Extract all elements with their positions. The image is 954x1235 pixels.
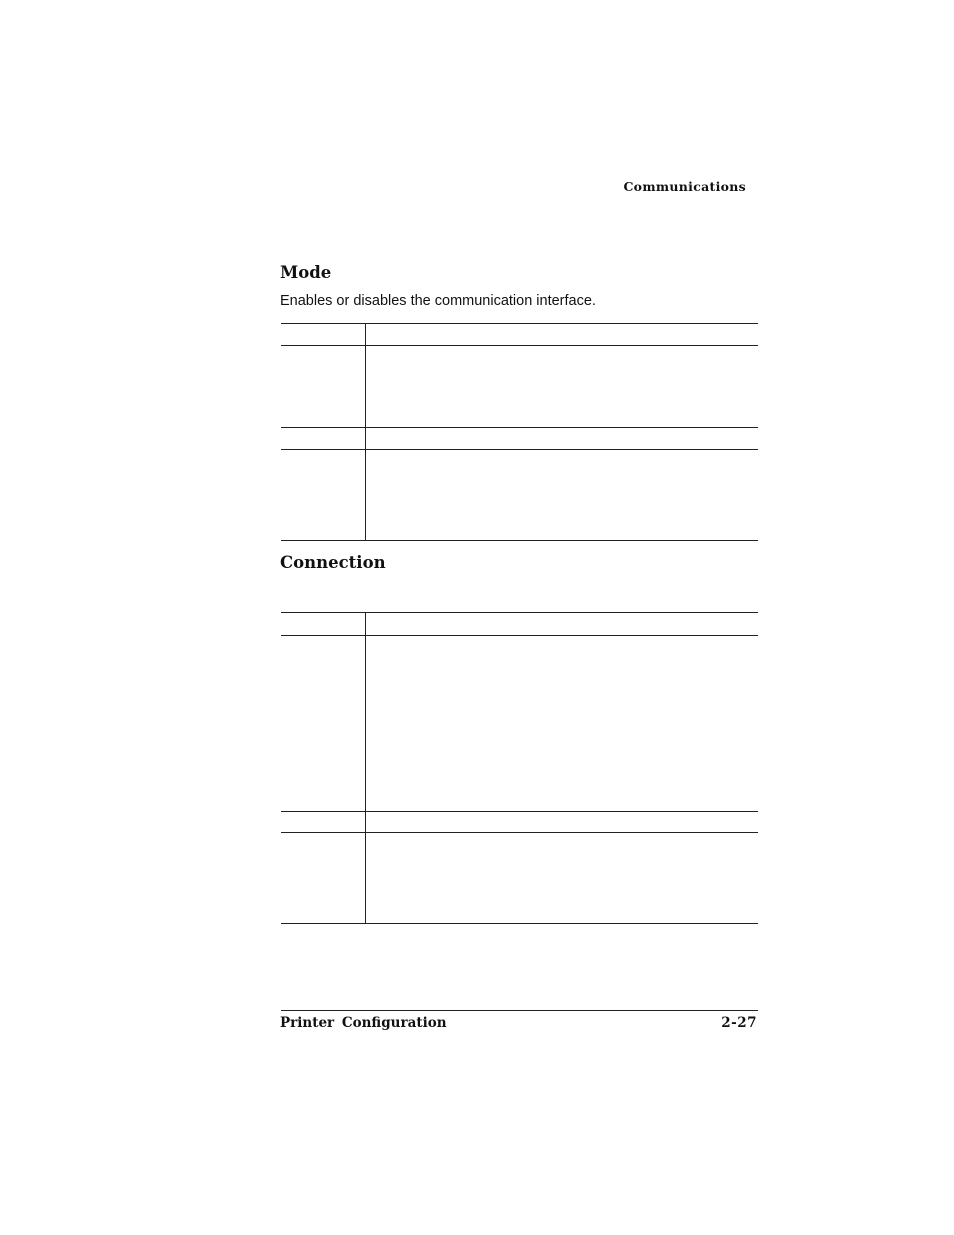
table-rule <box>281 923 758 924</box>
connection-parameter-table <box>281 612 758 924</box>
table-rule <box>281 612 758 613</box>
connection-section-title: Connection <box>280 553 386 572</box>
table-rule <box>281 449 758 450</box>
table-rule <box>281 832 758 833</box>
footer-chapter-title: Printer Configuration <box>280 1015 447 1031</box>
column-divider <box>365 612 366 923</box>
column-divider <box>365 323 366 540</box>
table-rule <box>281 811 758 812</box>
mode-description: Enables or disables the communication interface. <box>280 293 596 309</box>
mode-parameter-table <box>281 323 758 541</box>
table-rule <box>281 427 758 428</box>
footer-page-number: 2-27 <box>721 1015 757 1031</box>
running-head: Communications <box>623 179 746 194</box>
table-rule <box>281 323 758 324</box>
mode-section-title: Mode <box>280 263 332 282</box>
table-rule <box>281 345 758 346</box>
table-rule <box>281 540 758 541</box>
table-rule <box>281 635 758 636</box>
footer-rule <box>281 1010 758 1011</box>
